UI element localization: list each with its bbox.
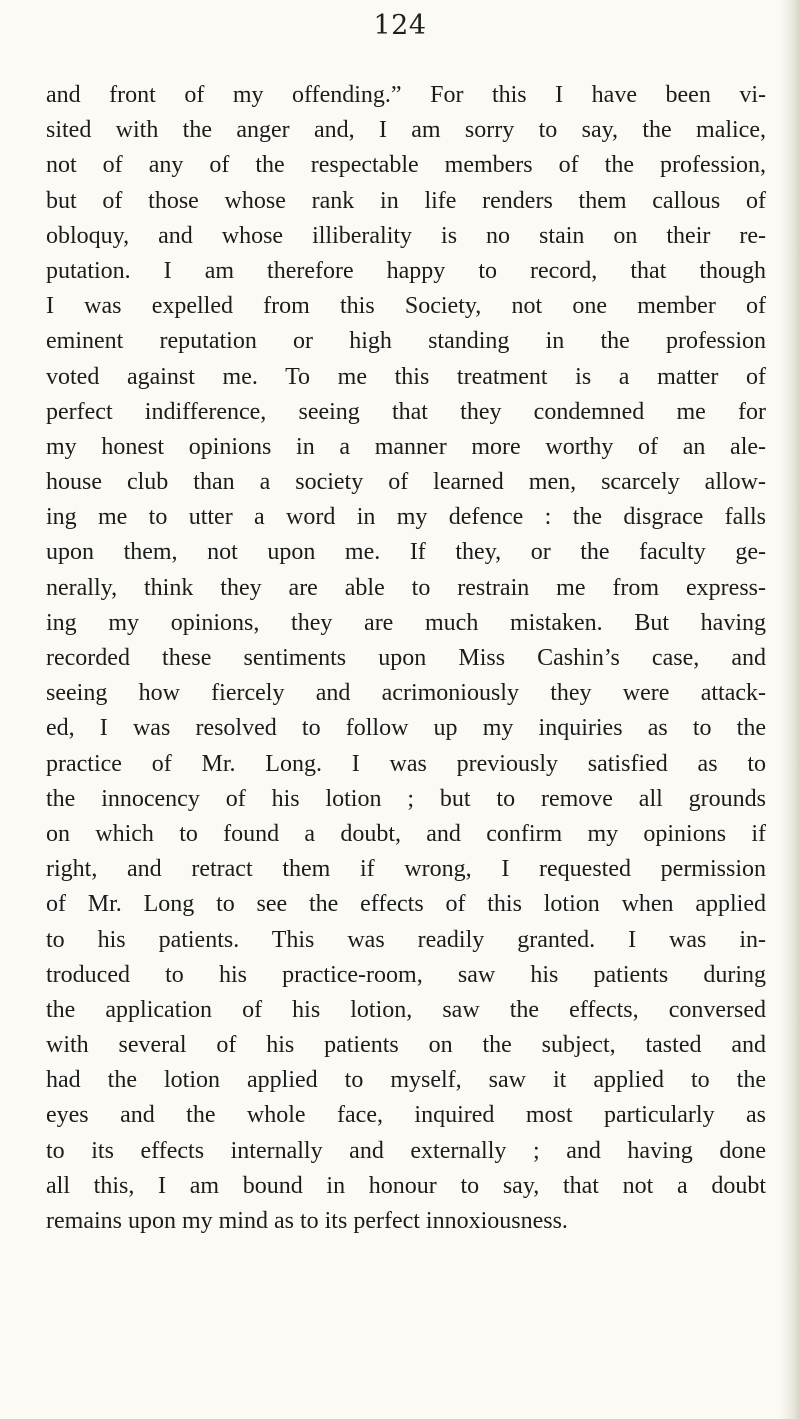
text-line: practice of Mr. Long. I was previously satisfied as to [46,750,766,777]
text-line: perfect indifference, seeing that they condemned me for [46,398,766,425]
text-line: ing me to utter a word in my defence : the disgrace falls [46,504,766,531]
text-line: troduced to his practice-room, saw his patients during [46,961,766,988]
text-line: on which to found a doubt, and confirm my opinions if [46,820,766,847]
text-line: remains upon my mind as to its perfect innoxiousness. [46,1208,568,1234]
text-line: seeing how fiercely and acrimoniously they were attack- [46,680,766,707]
text-line: my honest opinions in a manner more worthy of an ale- [46,433,766,460]
text-line: the innocency of his lotion ; but to remove all grounds [46,785,766,812]
text-line: obloquy, and whose illiberality is no stain on their re- [46,222,766,249]
text-line: the application of his lotion, saw the effects, conversed [46,996,766,1023]
text-line: all this, I am bound in honour to say, that not a doubt [46,1172,766,1199]
text-line: right, and retract them if wrong, I requested permission [46,856,766,883]
text-line: not of any of the respectable members of the profession, [46,152,766,179]
text-line: putation. I am therefore happy to record, that though [46,257,766,284]
page-number: 124 [373,10,427,41]
text-line: nerally, think they are able to restrain me from express- [46,574,766,601]
text-line: with several of his patients on the subject, tasted and [46,1032,766,1059]
page-edge-shadow [780,0,800,1419]
text-line: ing my opinions, they are much mistaken. But having [46,609,766,636]
text-line: voted against me. To me this treatment is a matter of [46,363,766,390]
text-line: to his patients. This was readily granted. I was in- [46,926,766,953]
text-line: ed, I was resolved to follow up my inquiries as to the [46,715,766,742]
body-text [46,78,766,1239]
text-line: and front of my offending.” For this I have been vi- [46,82,766,108]
text-line: of Mr. Long to see the effects of this lotion when applied [46,891,766,918]
text-line: recorded these sentiments upon Miss Cashin’s case, and [46,645,766,671]
text-line: eminent reputation or high standing in the profession [46,328,766,355]
text-line: but of those whose rank in life renders them callous of [46,187,766,214]
text-line: house club than a society of learned men, scarcely allow- [46,469,766,496]
text-line: sited with the anger and, I am sorry to say, the malice, [46,117,766,144]
text-line: eyes and the whole face, inquired most particularly as [46,1102,766,1129]
text-line: I was expelled from this Society, not one member of [46,293,766,320]
text-line: to its effects internally and externally ; and having done [46,1137,766,1164]
text-line: upon them, not upon me. If they, or the faculty ge- [46,539,766,566]
text-line: had the lotion applied to myself, saw it applied to the [46,1067,766,1094]
